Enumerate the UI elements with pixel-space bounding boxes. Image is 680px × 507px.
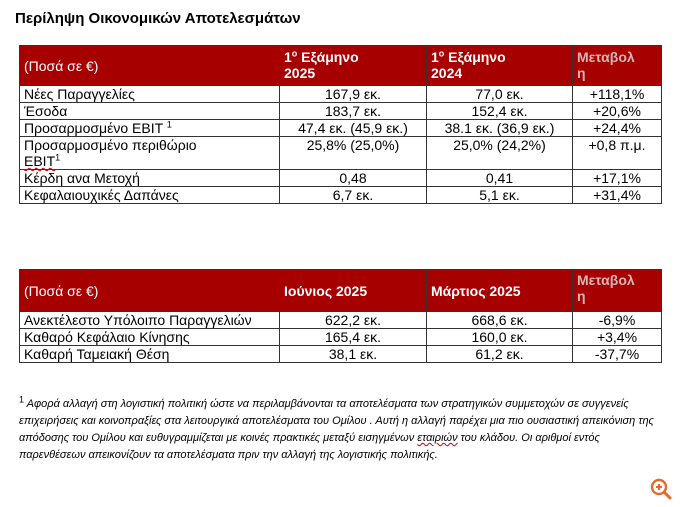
table-row [20, 170, 662, 187]
table-row [20, 187, 662, 204]
table-row [20, 137, 662, 170]
row-label: Κεφαλαιουχικές Δαπάνες [20, 187, 280, 204]
table-row [20, 103, 662, 120]
header-h1-2024: $1^o$ Εξάμηνο 2024 [427, 46, 573, 86]
value-march: 61,2 εκ. [427, 346, 573, 363]
value-2024: 152,4 εκ. [427, 103, 573, 120]
table-row [20, 329, 662, 346]
change-value: +20,6% [573, 103, 662, 120]
row-label: Προσαρμοσμένο περιθώριο EBIT$^1$ [20, 137, 280, 170]
row-label: Νέες Παραγγελίες [20, 86, 280, 103]
value-2025: 6,7 εκ. [280, 187, 427, 204]
value-2024: 38.1 εκ. (36,9 εκ.) [427, 120, 573, 137]
table-header-row [20, 270, 662, 312]
row-label: Κέρδη ανα Μετοχή [20, 170, 280, 187]
footnote: $^1$ Αφορά αλλαγή στη λογιστική πολιτική ώστε να περιλαμβάνονται τα αποτελέσματα των στρατηγικών συμμετοχών σε συγγενείς επιχειρήσεις και κοινοπραξίες στα λειτουργικά αποτελέσματα του Ομίλου . Αυτή η αλλαγή παρέχει μια πιο ουσιαστική απεικόνιση της απόδοσης του Ομίλου και ευθυγραμμίζεται με κοινές πρακτικές μεταξύ εισηγμένων εταιριών του κλάδου. Οι αριθμοί εντός παρενθέσεων απεικονίζουν τα αποτελέσματα πριν την αλλαγή της λογιστικής πολιτικής. [19, 394, 654, 461]
footnote-marker: 1 [19, 394, 25, 405]
value-2024: 5,1 εκ. [427, 187, 573, 204]
balance-summary-table [19, 269, 662, 363]
zoom-in-icon[interactable] [648, 476, 674, 502]
change-value: -6,9% [573, 312, 662, 329]
table-row [20, 120, 662, 137]
header-change: Μεταβολ η [573, 46, 662, 86]
change-value: +17,1% [573, 170, 662, 187]
row-label: Καθαρό Κεφάλαιο Κίνησης [20, 329, 280, 346]
change-value: +0,8 π.μ. [573, 137, 662, 170]
value-2024: 25,0% (24,2%) [427, 137, 573, 170]
change-value: +31,4% [573, 187, 662, 204]
table-row [20, 312, 662, 329]
header-amounts: (Ποσά σε €) [20, 46, 280, 86]
row-label: Έσοδα [20, 103, 280, 120]
change-value: +24,4% [573, 120, 662, 137]
financial-summary-table [19, 45, 662, 204]
header-june-2025: Ιούνιος 2025 [280, 270, 427, 312]
header-march-2025: Μάρτιος 2025 [427, 270, 573, 312]
change-value: +118,1% [573, 86, 662, 103]
header-change: Μεταβολ η [573, 270, 662, 312]
value-june: 622,2 εκ. [280, 312, 427, 329]
value-june: 38,1 εκ. [280, 346, 427, 363]
value-june: 165,4 εκ. [280, 329, 427, 346]
value-2025: 47,4 εκ. (45,9 εκ.) [280, 120, 427, 137]
value-2025: 167,9 εκ. [280, 86, 427, 103]
table-row [20, 86, 662, 103]
value-2024: 0,41 [427, 170, 573, 187]
table-header-row [20, 46, 662, 86]
header-amounts: (Ποσά σε €) [20, 270, 280, 312]
row-label: Ανεκτέλεστο Υπόλοιπο Παραγγελιών [20, 312, 280, 329]
value-2024: 77,0 εκ. [427, 86, 573, 103]
value-march: 160,0 εκ. [427, 329, 573, 346]
row-label: Καθαρή Ταμειακή Θέση [20, 346, 280, 363]
change-value: -37,7% [573, 346, 662, 363]
page-title: Περίληψη Οικονομικών Αποτελεσμάτων [15, 10, 301, 27]
value-march: 668,6 εκ. [427, 312, 573, 329]
change-value: +3,4% [573, 329, 662, 346]
value-2025: 0,48 [280, 170, 427, 187]
table-row [20, 346, 662, 363]
value-2025: 25,8% (25,0%) [280, 137, 427, 170]
header-h1-2025: $1^o$ Εξάμηνο 2025 [280, 46, 427, 86]
value-2025: 183,7 εκ. [280, 103, 427, 120]
row-label: Προσαρμοσμένο EBIT $^1$ [20, 120, 280, 137]
